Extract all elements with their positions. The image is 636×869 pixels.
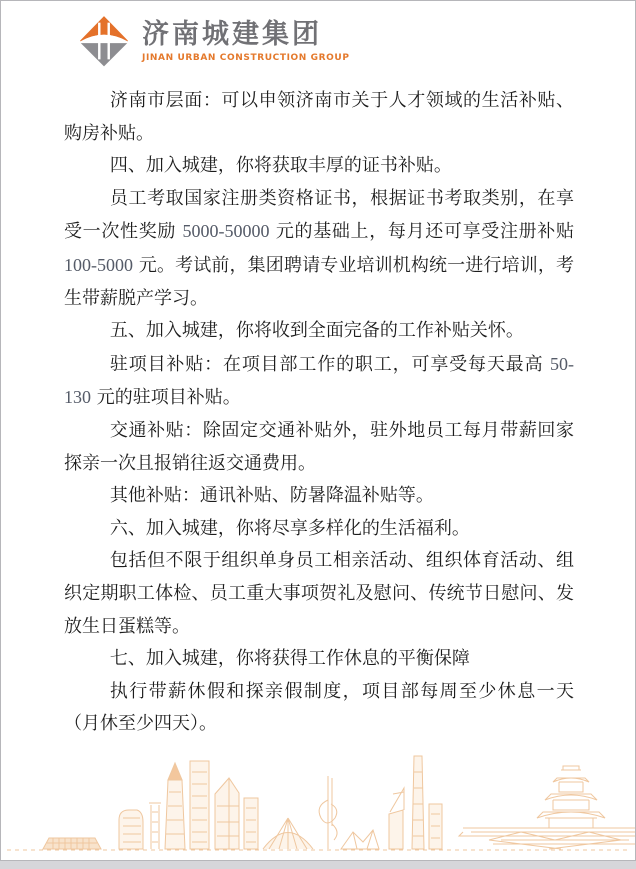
paragraph bbox=[64, 513, 574, 546]
paragraph bbox=[64, 315, 574, 348]
paragraph bbox=[64, 183, 574, 315]
text-run: 元。考试前，集团聘请专业培训机构统一进行培训，考生带薪脱产学习。 bbox=[64, 254, 574, 309]
numeric-range: 5000-50000 bbox=[182, 221, 270, 242]
paragraph bbox=[64, 150, 574, 183]
numeric-range: 100-5000 bbox=[64, 254, 133, 275]
text-run: 其他补贴：通讯补贴、防暑降温补贴等。 bbox=[109, 485, 434, 507]
text-run: 执行带薪休假和探亲假制度，项目部每周至少休息一天（月休至少四天）。 bbox=[64, 680, 574, 735]
paragraph bbox=[64, 676, 574, 741]
paragraph bbox=[64, 545, 574, 643]
company-name: 济南城建集团 bbox=[142, 18, 322, 50]
text-run: 包括但不限于组织单身员工相亲活动、组织体育活动、组织定期职工体检、员工重大事项贺礼及慰问、传统节日慰问、发放生日蛋糕等。 bbox=[64, 550, 574, 637]
text-run: 交通补贴：除固定交通补贴外，驻外地员工每月带薪回家探亲一次且报销往返交通费用。 bbox=[64, 419, 574, 474]
text-run: 五、加入城建，你将收到全面完备的工作补贴关怀。 bbox=[109, 320, 524, 342]
paragraph bbox=[64, 643, 574, 676]
text-run: 济南市层面：可以申领济南市关于人才领域的生活补贴、购房补贴。 bbox=[64, 90, 574, 144]
text-run: 四、加入城建，你将获取丰厚的证书补贴。 bbox=[109, 155, 452, 177]
paragraph bbox=[64, 85, 574, 150]
document-body bbox=[64, 85, 574, 741]
logo-text-block bbox=[142, 20, 350, 63]
bridge-diamond-logo-icon bbox=[77, 14, 131, 68]
text-run: 员工考取国家注册类资格证书，根据证书考取类别，在享受一次性奖励 bbox=[64, 187, 574, 243]
text-run: 七、加入城建，你将获得工作休息的平衡保障 bbox=[109, 648, 470, 670]
paragraph bbox=[64, 480, 574, 513]
numeric-range: 50-130 bbox=[64, 353, 574, 408]
company-name-en: JINAN URBAN CONSTRUCTION GROUP bbox=[142, 52, 350, 63]
text-run: 元的基础上，每月还可享受注册补贴 bbox=[269, 221, 574, 243]
jinan-skyline-illustration bbox=[1, 748, 635, 860]
text-run: 六、加入城建，你将尽享多样化的生活福利。 bbox=[109, 517, 470, 539]
paragraph bbox=[64, 415, 574, 480]
paragraph bbox=[64, 348, 574, 415]
text-run: 驻项目补贴：在项目部工作的职工，可享受每天最高 bbox=[109, 353, 550, 375]
text-run: 元的驻项目补贴。 bbox=[91, 387, 241, 409]
company-logo bbox=[77, 14, 350, 68]
